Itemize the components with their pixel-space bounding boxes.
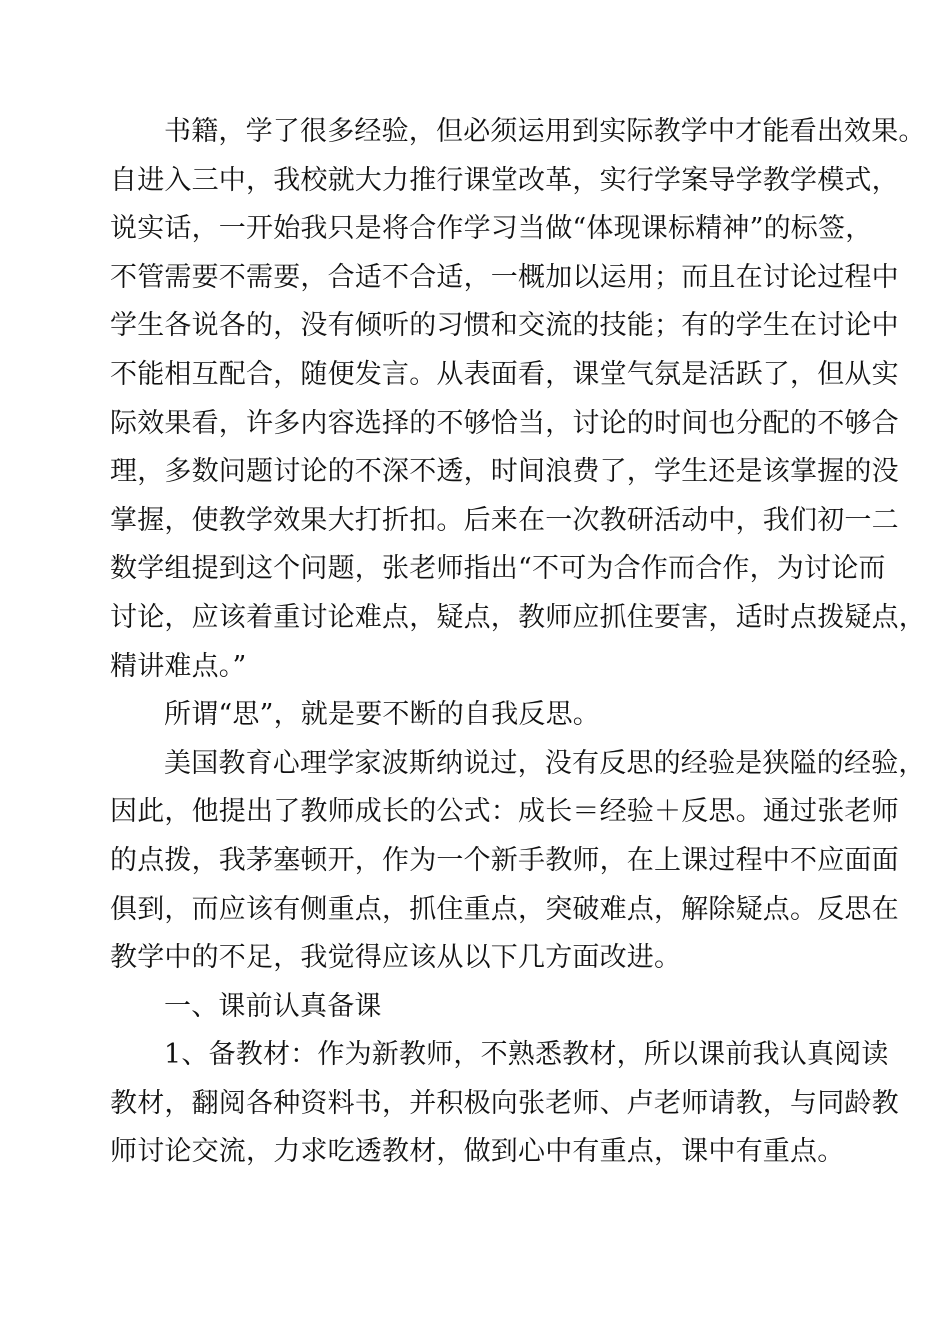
text-line: 际效果看，许多内容选择的不够恰当，讨论的时间也分配的不够合: [110, 407, 899, 439]
section-heading: 一、课前认真备课: [164, 990, 382, 1022]
text-line: 精讲难点。”: [110, 650, 247, 682]
text-line: 不能相互配合，随便发言。从表面看，课堂气氛是活跃了，但从实: [110, 358, 899, 390]
text-line: 掌握，使教学效果大打折扣。后来在一次教研活动中，我们初一二: [110, 504, 899, 536]
text-line: 自进入三中，我校就大力推行课堂改革，实行学案导学教学模式，: [110, 164, 899, 196]
text-line: 教学中的不足，我觉得应该从以下几方面改进。: [110, 942, 682, 974]
text-line: 讨论，应该着重讨论难点，疑点，教师应抓住要害，适时点拨疑点，: [110, 601, 926, 633]
document-body: [110, 108, 926, 1177]
text-line: 1、备教材：作为新教师，不熟悉教材，所以课前我认真阅读: [164, 1039, 889, 1071]
text-line: 数学组提到这个问题，张老师指出“不可为合作而合作，为讨论而: [110, 553, 886, 585]
text-line: 俱到，而应该有侧重点，抓住重点，突破难点，解除疑点。反思在: [110, 893, 899, 925]
text-line: 书籍，学了很多经验，但必须运用到实际教学中才能看出效果。: [164, 116, 926, 147]
text-line: 学生各说各的，没有倾听的习惯和交流的技能；有的学生在讨论中: [110, 310, 899, 342]
text-line: 因此，他提出了教师成长的公式：成长＝经验＋反思。通过张老师: [110, 796, 899, 828]
text-line: 美国教育心理学家波斯纳说过，没有反思的经验是狭隘的经验，: [164, 747, 926, 779]
paragraph-si-line: 所谓“思”，就是要不断的自我反思。: [164, 699, 601, 731]
text-line: 的点拨，我茅塞顿开，作为一个新手教师，在上课过程中不应面面: [110, 844, 899, 876]
text-line: 不管需要不需要，合适不合适，一概加以运用；而且在讨论过程中: [110, 261, 899, 293]
text-line: 理，多数问题讨论的不深不透，时间浪费了，学生还是该掌握的没: [110, 456, 899, 488]
text-line: 说实话，一开始我只是将合作学习当做“体现课标精神”的标签，: [110, 213, 873, 245]
text-line: 教材，翻阅各种资料书，并积极向张老师、卢老师请教，与同龄教: [110, 1087, 899, 1119]
text-line: 师讨论交流，力求吃透教材，做到心中有重点，课中有重点。: [110, 1136, 845, 1168]
